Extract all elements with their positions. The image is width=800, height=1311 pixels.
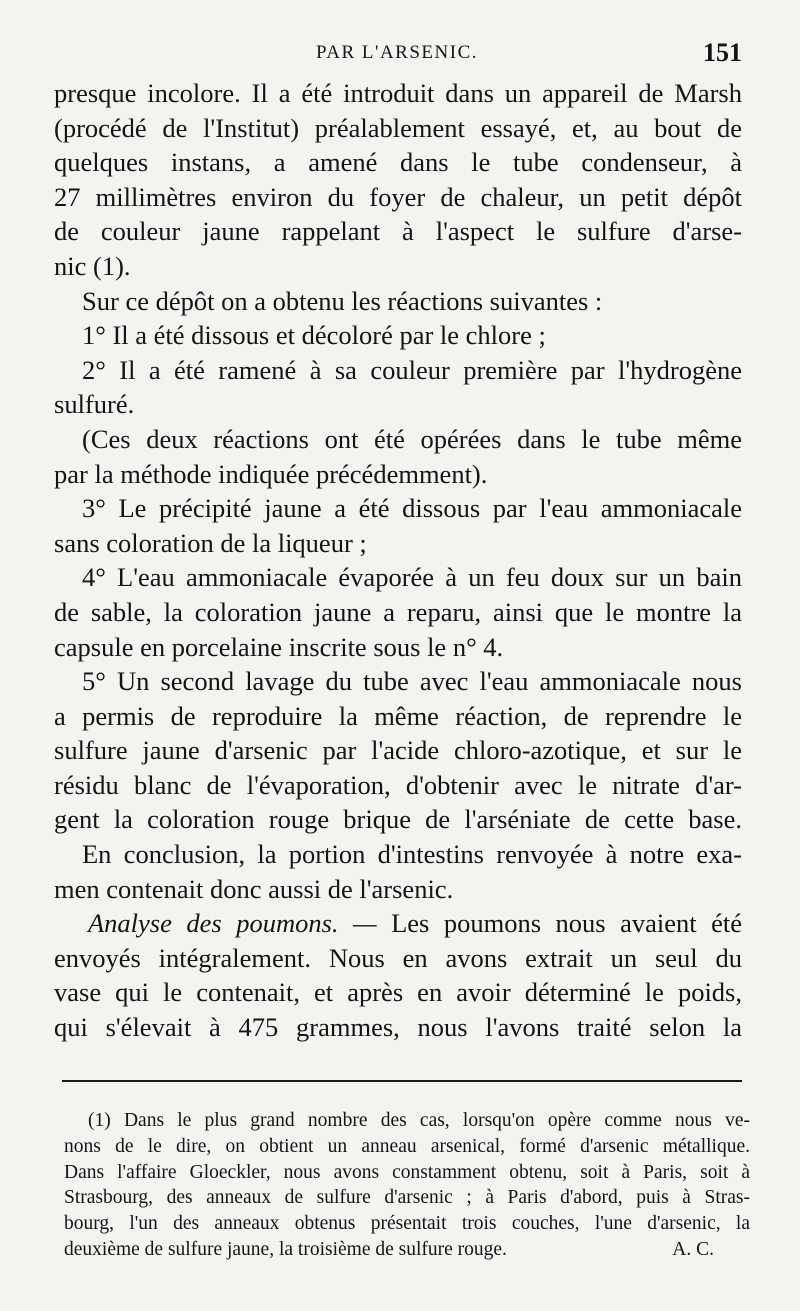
footnote-line: Strasbourg, des anneaux de sulfure d'arsenic ; à Paris d'abord, puis à Stras- — [64, 1187, 750, 1209]
text-line — [54, 906, 742, 941]
text-line: 5° Un second lavage du tube avec l'eau ammoniacale nous — [82, 666, 742, 697]
text-line: 27 millimètres environ du foyer de chaleur, un petit dépôt — [54, 181, 742, 212]
text-fragment: Les poumons nous avaient été — [391, 908, 742, 939]
text-line: quelques instans, a amené dans le tube condenseur, à — [54, 147, 742, 178]
text-line: 3° Le précipité jaune a été dissous par l'eau ammoniacale — [82, 493, 742, 524]
running-head: PAR L'ARSENIC. — [315, 42, 479, 63]
footnote-line: bourg, l'un des anneaux obtenus présentait trois couches, l'une d'arsenic, la — [64, 1213, 750, 1235]
section-heading: Analyse des poumons. — — [88, 908, 377, 939]
text-line: envoyés intégralement. Nous en avons extrait un seul du — [54, 942, 742, 973]
text-line: (procédé de l'Institut) préalablement essayé, et, au bout de — [54, 112, 742, 143]
footnote-line: Dans l'affaire Gloeckler, nous avons constamment obtenu, soit à Paris, soit à — [64, 1161, 750, 1183]
text-line: 2° Il a été ramené à sa couleur première par l'hydrogène — [82, 354, 742, 385]
text-line: résidu blanc de l'évaporation, d'obtenir avec le nitrate d'ar- — [54, 769, 742, 800]
page-header — [52, 38, 742, 78]
text-line: sans coloration de la liqueur ; — [54, 527, 367, 558]
text-line: sulfure jaune d'arsenic par l'acide chloro-azotique, et sur le — [54, 735, 742, 766]
text-line: sulfuré. — [54, 389, 135, 420]
footnote-signature: A. C. — [672, 1238, 714, 1260]
text-line: a permis de reproduire la même réaction, de reprendre le — [54, 700, 742, 731]
footnote-line — [64, 1237, 750, 1263]
text-line: nic (1). — [54, 250, 131, 281]
footnote-line: nons de le dire, on obtient un anneau arsenical, formé d'arsenic métallique. — [64, 1135, 750, 1157]
text-line: vase qui le contenait, et après en avoir déterminé le poids, — [54, 977, 742, 1008]
text-line: (Ces deux réactions ont été opérées dans le tube même — [82, 423, 742, 454]
text-line: 4° L'eau ammoniacale évaporée à un feu doux sur un bain — [82, 562, 742, 593]
text-line: qui s'élevait à 475 grammes, nous l'avons traité selon la — [54, 1012, 742, 1043]
text-line: En conclusion, la portion d'intestins renvoyée à notre exa- — [82, 839, 742, 870]
footnote-text: deuxième de sulfure jaune, la troisième de sulfure rouge. — [64, 1238, 507, 1260]
text-line: gent la coloration rouge brique de l'arséniate de cette base. — [54, 804, 742, 835]
text-line: capsule en porcelaine inscrite sous le n° 4. — [54, 631, 504, 662]
footnote-rule — [62, 1080, 742, 1082]
footnote — [64, 1108, 750, 1263]
text-line: men contenait donc aussi de l'arsenic. — [54, 873, 454, 904]
text-line: Sur ce dépôt on a obtenu les réactions suivantes : — [82, 285, 603, 316]
text-line: de couleur jaune rappelant à l'aspect le sulfure d'arse- — [54, 216, 742, 247]
page-number: 151 — [703, 38, 742, 67]
body-text — [54, 76, 742, 1045]
text-line: 1° Il a été dissous et décoloré par le chlore ; — [82, 320, 546, 351]
text-line: par la méthode indiquée précédemment). — [54, 458, 488, 489]
text-line: de sable, la coloration jaune a reparu, ainsi que le montre la — [54, 596, 742, 627]
footnote-line: (1) Dans le plus grand nombre des cas, lorsqu'on opère comme nous ve- — [88, 1110, 750, 1131]
text-line: presque incolore. Il a été introduit dans un appareil de Marsh — [54, 78, 742, 108]
